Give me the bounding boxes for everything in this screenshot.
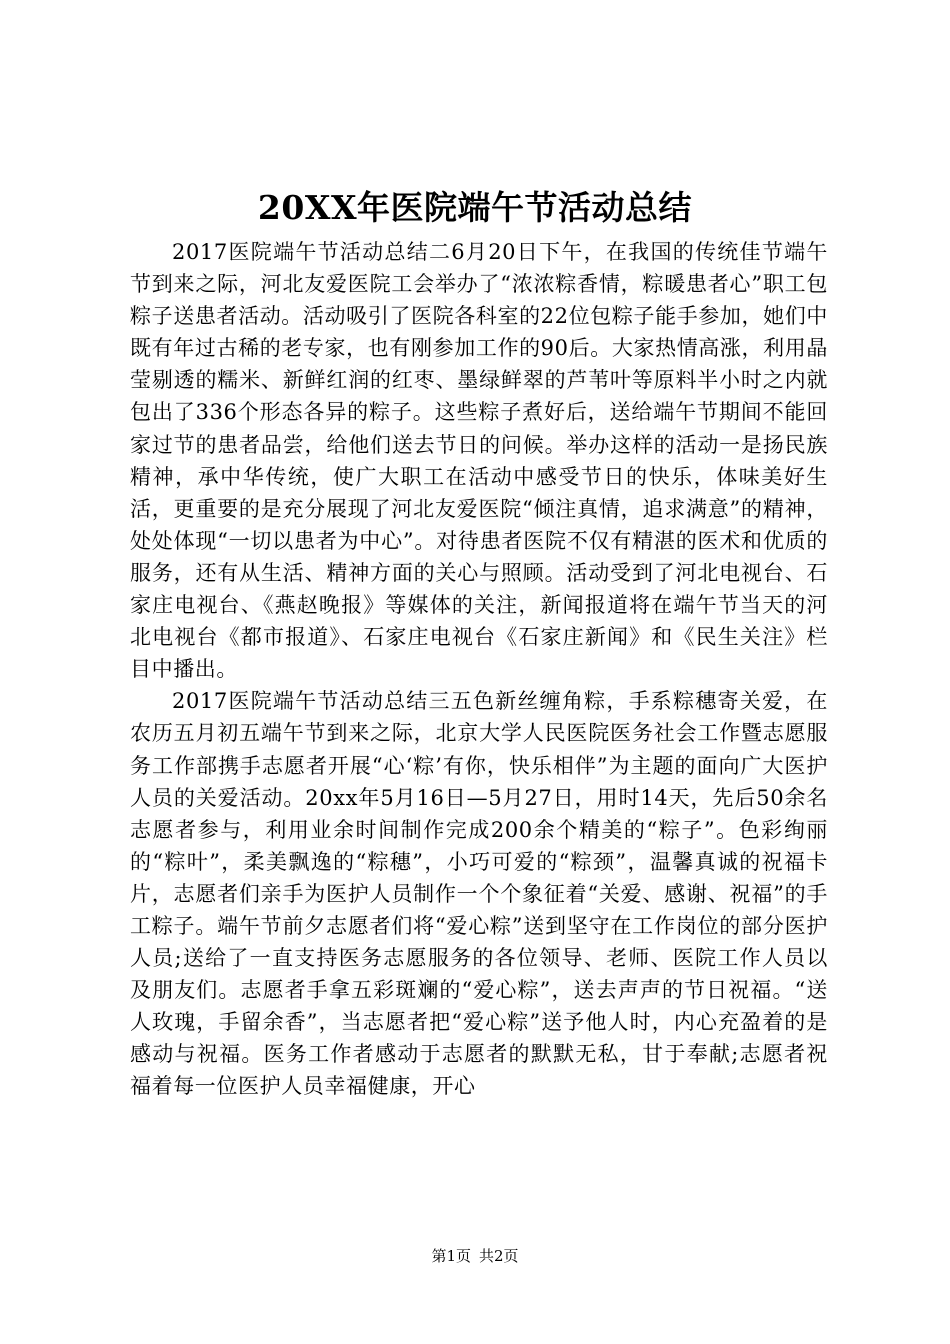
page-number: 第1页 (431, 1247, 471, 1265)
paragraph-1: 2017医院端午节活动总结二6月20日下午，在我国的传统佳节端午节到来之际，河北友爱医院工会举办了“浓浓粽香情，粽暖患者心”职工包粽子送患者活动。活动吸引了医院各科室的22位包粽子能手参加，她们中既有年过古稀的老专家，也有刚参加工作的90后。大家热情高涨，利用晶莹剔透的糯米、新鲜红润的红枣、墨绿鲜翠的芦苇叶等原料半小时之内就包出了336个形态各异的粽子。这些粽子煮好后，送给端午节期间不能回家过节的患者品尝，给他们送去节日的问候。举办这样的活动一是扬民族精神，承中华传统，使广大职工在活动中感受节日的快乐，体味美好生活，更重要的是充分展现了河北友爱医院“倾注真情，追求满意”的精神，处处体现“一切以患者为中心”。对待患者医院不仅有精湛的医术和优质的服务，还有从生活、精神方面的关心与照顾。活动受到了河北电视台、石家庄电视台、《燕赵晚报》等媒体的关注，新闻报道将在端午节当天的河北电视台《都市报道》、石家庄电视台《石家庄新闻》和《民生关注》栏目中播出。 (130, 240, 828, 682)
document-body (130, 236, 828, 1103)
document-title: 20XX年医院端午节活动总结 (257, 188, 693, 227)
page-footer (0, 1244, 950, 1268)
paragraph-2: 2017医院端午节活动总结三五色新丝缠角粽，手系粽穗寄关爱，在农历五月初五端午节到来之际，北京大学人民医院医务社会工作暨志愿服务工作部携手志愿者开展“心‘粽’有你，快乐相伴”为主题的面向广大医护人员的关爱活动。20xx年5月16日—5月27日，用时14天，先后50余名志愿者参与，利用业余时间制作完成200余个精美的“粽子”。色彩绚丽的“粽叶”，柔美飘逸的“粽穗”，小巧可爱的“粽颈”，温馨真诚的祝福卡片，志愿者们亲手为医护人员制作一个个象征着“关爱、感谢、祝福”的手工粽子。端午节前夕志愿者们将“爱心粽”送到坚守在工作岗位的部分医护人员;送给了一直支持医务志愿服务的各位领导、老师、医院工作人员以及朋友们。志愿者手拿五彩斑斓的“爱心粽”，送去声声的节日祝福。“送人玫瑰，手留余香”，当志愿者把“爱心粽”送予他人时，内心充盈着的是感动与祝福。医务工作者感动于志愿者的默默无私，甘于奉献;志愿者祝福着每一位医护人员幸福健康，开心 (130, 689, 828, 1099)
page-total: 共2页 (479, 1247, 519, 1265)
